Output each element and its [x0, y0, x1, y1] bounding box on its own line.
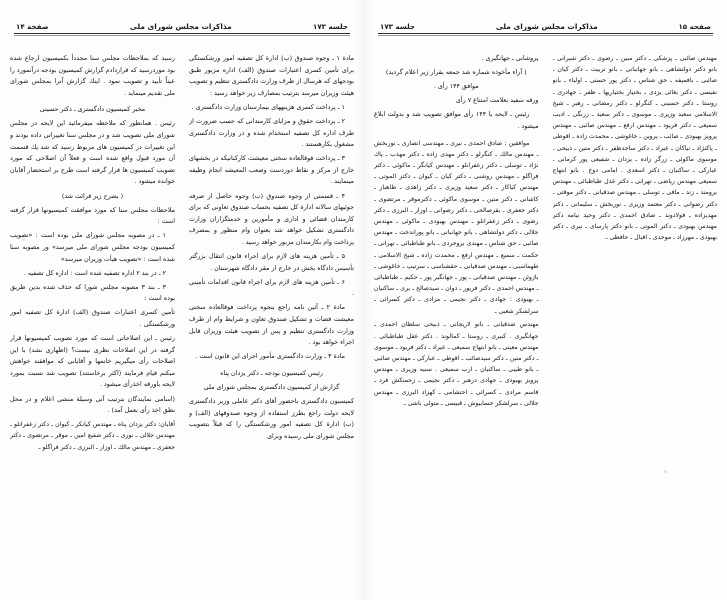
voter-list: موافقین : صادق احمدی ـ نیری ـ مهندسی انصاری ـ نوربخش ـ مهندس مالك ـ كنگرلو ـ دكتر مهدی زاده ـ دكتر مهذب ـ پاك نژاد ـ توسلی ـ دكتر زعفرانلو ـ مهندس كیانگر ـ ماکوئی ـ دكتر فراگلو ـ مهندس روشنی ـ دكتر کیان ـ كیوان ـ دكتر الموتی ـ مهندس كیاکار ـ دكتر سعید وزیری ـ دكتر زاهدی ـ طاهباز ـ کاشانی ـ دكتر متین ـ موسوی ماکوئی ـ دکترموقر ـ مرتضوی ـ دكتر جعفری ـ بقرصالحی ـ دكتر رضوانی ـ اوزار ـ البرزی ـ دكتر رضوی ـ دكتر زعفرانلو ـ مهندس بهبودی ـ ماكوئی ـ مهندس جلالی ـ دكتر دولتشاهی ـ بانو جهانبانی ـ بانو پوراندخت ـ مهندس صائبی ـ حق شناس ـ مهندی بروجردی ـ بانو طباطبائی ـ تهرانی ـ حکمت ـ سمیع ـ مهندس ارفع ـ محمدت زاده ـ شیخ الاسلامی ـ طهماسبی ـ مهندس صدقیانی ـ حقشناسی ـ سرتیپ ـ خاغوشی ـ باژوئن ـ مهندس صدقیانی ـ پور ـ جهانگیر پور ـ حکیم ـ طباطبائی ـ مهندس احمدی ـ دكتر فریور ـ دوان ـ سیدصالح ـ بری ـ ساکنیان ـ بهبودی : جهادی ـ دكتر نجیمی ـ مرادی ـ دكتر کسرائی ـ سرلشکر شغبی ـ — [374, 139, 539, 315]
running-head-right — [10, 22, 354, 46]
page-number-right: صفحة ۱۴ — [16, 22, 49, 31]
paragraph: ( آراء مأخوذه شماره شد جمعه بقرار زیر اعلام گردید) — [385, 69, 527, 77]
paragraph: مهندس صائبی ـ پزشکی ـ دكتر مبین ـ رضوی ـ دكتر شیرانی ـ بانو دكتر دولتشاهی ـ بانو جهانبانی ـ بانو تربیت ـ دكتر کیان ـ صائبی ـ بافمیفه ـ حق شناس ـ دكتر پور حسنی ـ اولیاء ـ بانو نفیسی ـ دكتر بغائی یزدی ـ بختیار بختیاریها ـ ظفر ـ جهادری ـ روستا ـ دكتر حسینی ـ كنگرلو ـ دكتر رمضانی ـ رهبر ـ شیخ الاسلامی سعید وزیری ـ موسوی ـ دكتر سعید ـ زرنگی ـ ادیب سمیعی ـ دكتر فریود ـ مهندس ارفع ـ مهندس صائبی ـ مهندس پرویز بهبودی ـ صائب ـ پروین ـ خاغوشی ـ محمدت زاده ـ اقوطی ـ پاکنژاد ـ نیاکان ـ عیراد ـ دكتر ساجدظفر ـ دكتر متین ـ ذبیحی ـ موسوی ماکوئی ـ زرگر زاده ـ یزدان ـ شفیعی پور کرمانی ـ عبارکی ـ ساکنیان ـ دكتر اسعدی . امامی دوخ . بانو ابتهاج سمیعی مهندس ریاضی ـ تهرانی ـ دكتر عدل طباطبائی ـ مهندس برومند ـ زند ـ مافی ـ توسلی ـ مهندس صدقیانی ـ دكتر موقتی ـ دكتر رضوانی ـ دكتر معتمد وزیری ـ نوربخش ـ سلیمانی ـ دكتر مهدیزاده ـ فولادوند ـ صادق احمدی ـ دكتر وحید نیامه دكتر مهندس بهبودی ـ دكتر الموتی ـ بانو دكتر پارسای ـ نیری ـ دكتر بهبودی ـ مهرزاد ـ موحدی ـ اقبال ـ حافظی ـ — [552, 55, 717, 242]
running-head-left — [374, 22, 717, 46]
clause-1: ۱ ـ پرداخت کسری هزینههای بیمارستان وزارت دادگستری . — [191, 103, 345, 111]
speaker-vote-call: رئیس ـ این اصلاحاتی است که مورد تصویب کمیسیونها قرار گرفته در این اصلاحات نظری نیست؟ (اظهاری نشد) با این اصلاحات رأی میگیریم خانمها و آقایانی که موافقند خواهش میکنم قیام فرمایند (اکثر برخاستند) تصویب شد نسبت بمورد لایحه باورقه اخذرأی میشود . — [10, 335, 175, 389]
senate-observations-heading: ملاحظات مجلس سنا که مورد موافقت کمیسیونها قرار گرفته است : — [10, 206, 175, 226]
roll-call-note: (اسامی نمایندگان بترتیب آتی وسیلة منشی اعلام و در محل نطق اخذ رأی بعمل آمد) . — [10, 395, 175, 415]
session-number-left: جلسه ۱۷۳ — [380, 22, 416, 31]
publication-title-right: مذاکرات مجلس شورای ملی — [129, 22, 232, 31]
committee-rapporteur-signature: مخبر کمیسیون دادگستری ـ دكتر حسینی — [39, 106, 146, 114]
article-2: مادة ۲ ـ آئین نامه راجع بنحوه پرداخت فوقالعاده سختی معیشت قضات و تشکیل صندوق تعاون و شرایط وام از طرف وزارت دادگستری تنظیم و پس از تصویب هیئت وزیران قابل اجراء خواهد بود . — [189, 304, 354, 347]
columns-right — [10, 53, 354, 592]
column-right-outer — [189, 53, 354, 592]
publication-title-left: مذاکرات مجلس شورای ملی — [495, 22, 598, 31]
article-1: مادة ۱ ـ وجوه صندوق (ب) ادارة كل تصفیه امور ورشکستگی برای تأمین کسری اعتبارات صندوق (الف) اداره مزبور طبق بودجهای که هرسال از طرف وزارت دادگستری تنظیم و تصویب هیئت وزیران میرسد بترتیب بمصارف زیر خواهد رسید : — [189, 55, 354, 97]
observation-3-detail: تأمین کسری اعتبارات صندوق (الف) ادارة كل تصفیه امور ورشکستگی . — [10, 309, 175, 328]
speaker-remarks: رئیس . همانطور که ملاحظه میفرمائید این لایحه در مجلس شورای ملی تصویب شد و در مجلس سنا تغییراتی داده بودند و این تغییرات در کمیسیون های مربوط رسید که شد یك قسمت آن مورد قبول واقع شده است و فعلاً آن اصلاحی که مورد تصویب کمیسیون ها قرار گرفته است طرح بر استحضار آقایان خوانده میشود . — [10, 120, 175, 186]
header-rule-thin-right — [14, 35, 350, 36]
clause-3: ۳ ـ پرداخت فوقالعاده سختی معیشت کارکنانیکه در بخشهای خارج از مرکز و نقاط دوردست وصعب المعیشه انجام وظیفه مینمایند . — [189, 155, 354, 186]
paragraph: پروشانی ـ جهانگیری . — [481, 55, 539, 62]
page-left — [364, 0, 727, 600]
clause-4: ۴ ـ قسمتی از وجوه صندوق (ب) وجوه حاصل از صرفه جوئیهای سالانه ادارة كل تصفیه بحساب صندوق تعاونی که برای کارمندان قضائی و اداری و مأمورین و خدمتگزاران وزارت دادگستری تشکیل خواهد شد بعنوان وام منظور و بمصرف پرداخت وام بکارمندان مزبور خواهد رسید . — [189, 192, 354, 246]
clause-2: ۲ ـ پرداخت حقوق و مزایای کارمندانی که حسب ضرورت از طرف اداره كل تصفیه استخدام شده و در وزارت دادگستری مشغول بکارهستند . — [189, 117, 354, 149]
columns-left — [374, 53, 717, 592]
paragraph: موافق ۱۴۴ رأی . — [433, 83, 479, 91]
report-heading: گزارش از کمیسیون دادگستری بمجلس شورای ملی — [203, 383, 340, 391]
paragraph: رسید که بملاحظات مجلس سنا مجددأ بکمیسیون ارجاع شده بود موردرسید که قراردادم گزارش کمیسیون بودجه درآنمورد را عیناً تأیید و تصویب نمود . اینك گزارش آنرا بمجلس شورای ملی تقدیم مینماید . — [10, 55, 175, 97]
reading-note: ( بشرح زیر قرائت شد) — [61, 192, 124, 200]
clause-5: ۵ ـ تأمین هزینه های لازم برای اجراء قانون انتقال بزرگتر تأسیس دادگاه بخش در خارج از مقر دادگاه شهرستان . — [189, 253, 354, 272]
column-left-inner — [553, 53, 718, 592]
paragraph: ورقه سفید بعلامت امتناع ۷ رأی — [455, 97, 539, 105]
column-left-outer — [374, 53, 539, 592]
header-rule-thin-left — [378, 35, 713, 36]
roll-call-names: آقایان: دكتر یزدان پناه ـ مهندس کیانکر ـ کیوان ـ دكتر زعفرانلو ـ مهندس جلالی ـ نوری ـ دكتر شفیع امین ـ موقر ـ مرتضوی ـ دكتر جعفری ـ مهندس مالك ـ اوزار ـ البرزی ـ دكتر فراگلو ـ — [10, 421, 175, 451]
observation-2: ۲ ـ در بند ۲ اداره تصفیه شده است : اداره كل تصفیه . — [23, 269, 166, 277]
session-number-right: جلسه ۱۷۳ — [313, 22, 348, 31]
report-body: کمیسیون دادگستری باحضور آقای دكتر عاملی وزیر دادگستری لایحه دولت راجع بطرز استفاده از وجوه صندوقهای (الف) و (ب) ادارة كل تصفیه امور ورشکستگی را که قبلاً بتصویب مجلس شورای ملی رسیده وبرای — [189, 398, 354, 440]
article-3: مادة ۳ ـ وزارت دادگستری مأمور اجرای این قانون است . — [195, 353, 345, 361]
observation-1: ۱ ـ در مصوبه مجلس شورای ملی بوده است : «تصویب کمیسیون بودجه مجلس شورای ملی میرسد» ور مصوبه سنا شده است : «تصویب هیأت وزیران میرسد» — [10, 232, 175, 263]
voter-list-continued: مهندس صدقیانی ـ بانو لاریجانی ـ ذبیحی سلطان احمدی ـ جهانگیری . کبیری ـ روستا ـ کمالوند . دکتر عقل طباطبائی . مهندس معینی ـ بانو ابتهاج سمیعی ـ عیراد ـ دكتر فریود ـ موسوی ـ دكتر متین ـ دكتر سیدصائب ـ اقوطی ـ عبارکی ـ مهندس صائبی ـ بانو طیبی ـ ساکنیان ـ ارب سمیعی . سنیه وزیری ـ مهندس پرویز بهبودی ـ جهادی درهبر ـ دكتر نجیمی ـ زحمتکش فرد ـ قاسم مرادی ـ كسرائی ـ احتشامی ـ کهزاد البرزی ـ مهندس جلالی ـ سرلشکر حسابیوش ـ قبیسی ـ متولی باشی ـ — [374, 321, 539, 407]
paragraph: رئیس ـ لایحه با ۱۴۴ رأی موافق تصویب شد و بدولت ابلاغ میشود . — [374, 111, 539, 130]
clause-6: ۶ ـ تأمین هزینه های لازم برای اجراء قانون اقدامات تأمینی . — [189, 278, 354, 298]
observation-3: ۳ ـ بند ۳ مصوبه مجلس شورا که حذف شده بدین طریق بوده است : — [10, 283, 175, 303]
page-number-left: صفحه ۱۵ — [678, 22, 711, 31]
committee-chair-signature: رئیس کمیسیون بودجه ـ دكتر یزدان پناه — [220, 369, 323, 377]
column-right-inner — [10, 53, 175, 592]
